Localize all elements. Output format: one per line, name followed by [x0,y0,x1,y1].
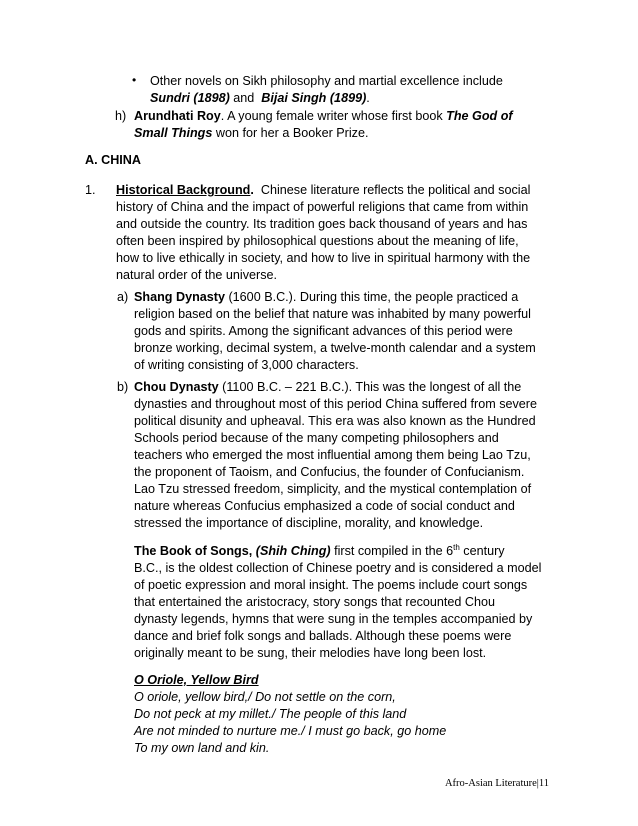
bullet-dot: • [132,73,137,87]
songs-text-1a: first compiled in the 6 [334,544,454,558]
songs-title-alt: (Shih Ching) [255,544,331,558]
chou-marker: b) [117,380,129,394]
chou-line-4: Schools period because of the many competing philosophers and [134,431,499,445]
poem-title: O Oriole, Yellow Bird [134,673,259,687]
historical-line-6: natural order of the universe. [116,268,278,282]
chou-line-1 [134,379,521,395]
superscript-th: th [453,542,460,552]
novel-title-sundri: Sundri (1898) [150,91,230,105]
chou-line-2: dynasties and throughout most of this period China suffered from severe [134,397,537,411]
author-name: Arundhati Roy [134,109,221,123]
shang-line-2: religion based on the belief that nature was inhabited by many powerful [134,307,531,321]
chou-text-1: (1100 B.C. – 221 B.C.). This was the longest of all the [222,380,522,394]
historical-line-2: history of China and the impact of powerful religions that came from within [116,200,529,214]
songs-line-4: that entertained the aristocracy, story songs that recounted Chou [134,595,495,609]
item-h-text-b: won for her a Booker Prize. [215,126,369,140]
shang-line-5: of writing consisting of 3,000 characters. [134,358,359,372]
item-h-line-2 [134,125,368,141]
shang-text-1: (1600 B.C.). During this time, the people practiced a [228,290,519,304]
historical-heading-tail: . [250,183,254,197]
historical-text-1: Chinese literature reflects the political and social [260,183,531,197]
shang-marker: a) [117,290,129,304]
item-h-text-a: . A young female writer whose first book [220,109,443,123]
historical-line-4: often been inspired by philosophical questions about the meaning of life, [116,234,519,248]
poem-line-1: O oriole, yellow bird,/ Do not settle on the corn, [134,690,396,704]
historical-line-5: how to live ethically in society, and how to live in spiritual harmony with the [116,251,531,265]
historical-heading: Historical Background [116,183,251,197]
chou-line-3: political disunity and upheaval. This era was also known as the Hundred [134,414,536,428]
book-title-part-2: Small Things [134,126,213,140]
songs-line-7: originally meant to be sung, their melodies have long been lost. [134,646,487,660]
poem-line-2: Do not peck at my millet./ The people of this land [134,707,407,721]
bullet-line-2 [150,90,370,106]
historical-line-1 [116,182,530,198]
page-footer: Afro-Asian Literature|11 [444,778,549,789]
songs-line-3: of poetic expression and moral insight. The poems include court songs [134,578,528,592]
chou-line-9: stressed the importance of discipline, morality, and knowledge. [134,516,484,530]
songs-line-5: dynasty legends, hymns that were sung in the temples accompanied by [134,612,533,626]
historical-line-3: and outside the country. Its tradition goes back thousand of years and has [116,217,528,231]
section-heading: A. CHINA [85,153,141,167]
shang-name: Shang Dynasty [134,290,225,304]
conjunction: and [233,91,255,105]
songs-title: The Book of Songs, [134,544,253,558]
songs-line-1 [134,543,505,559]
poem-line-4: To my own land and kin. [134,741,270,755]
bullet-text: Other novels on Sikh philosophy and martial excellence include [150,74,503,88]
songs-line-6: dance and brief folk songs and ballads. Although these poems were [134,629,512,643]
historical-marker: 1. [85,183,96,197]
songs-line-2: B.C., is the oldest collection of Chinese poetry and is considered a model [134,561,542,575]
item-h-marker: h) [115,109,127,123]
chou-name: Chou Dynasty [134,380,219,394]
book-title-part-1: The God of [446,109,513,123]
chou-line-7: Lao Tzu stressed freedom, simplicity, and the mystical contemplation of [134,482,532,496]
shang-line-1 [134,289,518,305]
poem-line-3: Are not minded to nurture me./ I must go back, go home [134,724,447,738]
item-h-line-1 [134,108,513,124]
chou-line-6: the proponent of Taoism, and Confucius, the founder of Confucianism. [134,465,525,479]
novel-title-bijai-singh: Bijai Singh (1899) [261,91,367,105]
songs-text-1b: century [463,544,505,558]
shang-line-4: bronze working, decimal system, a twelve-month calendar and a system [134,341,536,355]
period: . [366,91,370,105]
chou-line-5: teachers who emerged the most influential among them being Lao Tzu, [134,448,531,462]
chou-line-8: nature whereas Confucius emphasized a code of social conduct and [134,499,515,513]
shang-line-3: gods and spirits. Among the significant advances of this period were [134,324,513,338]
